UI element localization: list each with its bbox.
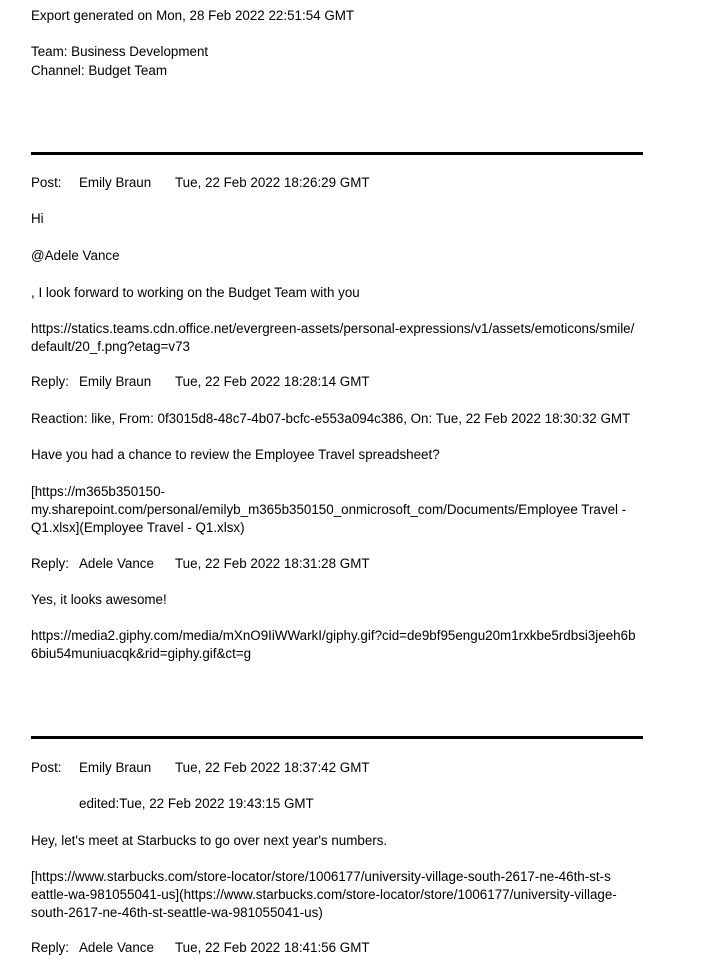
reply-header [31,939,370,957]
edited-timestamp: edited:Tue, 22 Feb 2022 19:43:15 GMT [79,796,314,811]
link-line: Q1.xlsx](Employee Travel - Q1.xlsx) [31,520,245,535]
starbucks-link [31,868,641,922]
reply-author: Emily Braun [79,374,152,389]
message-text: , I look forward to working on the Budget Team with you [31,285,360,300]
reply-header [31,555,370,573]
post-header [31,759,370,777]
post-label: Post: [31,175,62,190]
reply-timestamp: Tue, 22 Feb 2022 18:28:14 GMT [175,374,370,389]
message-text: Have you had a chance to review the Employee Travel spreadsheet? [31,447,440,462]
post-header [31,174,370,192]
emoticon-url: https://statics.teams.cdn.office.net/evergreen-assets/personal-expressions/v1/assets/emoticons/smile/default/20_f.png?etag=v73 [31,321,635,354]
post-label: Post: [31,760,62,775]
reply-label: Reply: [31,556,69,571]
link-line: my.sharepoint.com/personal/emilyb_m365b350150_onmicrosoft_com/Documents/Employee Travel - [31,502,627,517]
reply-label: Reply: [31,940,69,955]
link-line: south-2617-ne-46th-st-seattle-wa-981055041-us) [31,905,323,920]
section-divider [31,152,643,155]
reply-author: Adele Vance [79,940,154,955]
link-line: [https://m365b350150- [31,484,165,499]
channel-line: Channel: Budget Team [31,63,167,78]
post-timestamp: Tue, 22 Feb 2022 18:26:29 GMT [175,175,370,190]
mention: @Adele Vance [31,248,120,263]
giphy-url: https://media2.giphy.com/media/mXnO9IiWWarkI/giphy.gif?cid=de9bf95engu20m1rxkbe5rdbsi3jeeh6b6biu54muniuacqk&rid=giphy.gif&ct=g [31,628,636,661]
reply-header [31,373,370,391]
sharepoint-link [31,483,641,537]
message-text: Hey, let's meet at Starbucks to go over next year's numbers. [31,833,388,848]
reaction-line: Reaction: like, From: 0f3015d8-48c7-4b07-bcfc-e553a094c386, On: Tue, 22 Feb 2022 18:30:32 GMT [31,411,631,426]
post-author: Emily Braun [79,175,152,190]
team-line: Team: Business Development [31,44,209,59]
post-author: Emily Braun [79,760,152,775]
message-text: Hi [31,211,44,226]
export-generated-line: Export generated on Mon, 28 Feb 2022 22:51:54 GMT [31,8,355,23]
reply-timestamp: Tue, 22 Feb 2022 18:41:56 GMT [175,940,370,955]
reply-author: Adele Vance [79,556,154,571]
link-line: eattle-wa-981055041-us](https://www.starbucks.com/store-locator/store/1006177/university-village- [31,887,617,902]
section-divider [31,736,643,739]
message-text: Yes, it looks awesome! [31,592,167,607]
link-line: [https://www.starbucks.com/store-locator/store/1006177/university-village-south-2617-ne-46th-st-s [31,869,611,884]
reply-timestamp: Tue, 22 Feb 2022 18:31:28 GMT [175,556,370,571]
post-timestamp: Tue, 22 Feb 2022 18:37:42 GMT [175,760,370,775]
reply-label: Reply: [31,374,69,389]
